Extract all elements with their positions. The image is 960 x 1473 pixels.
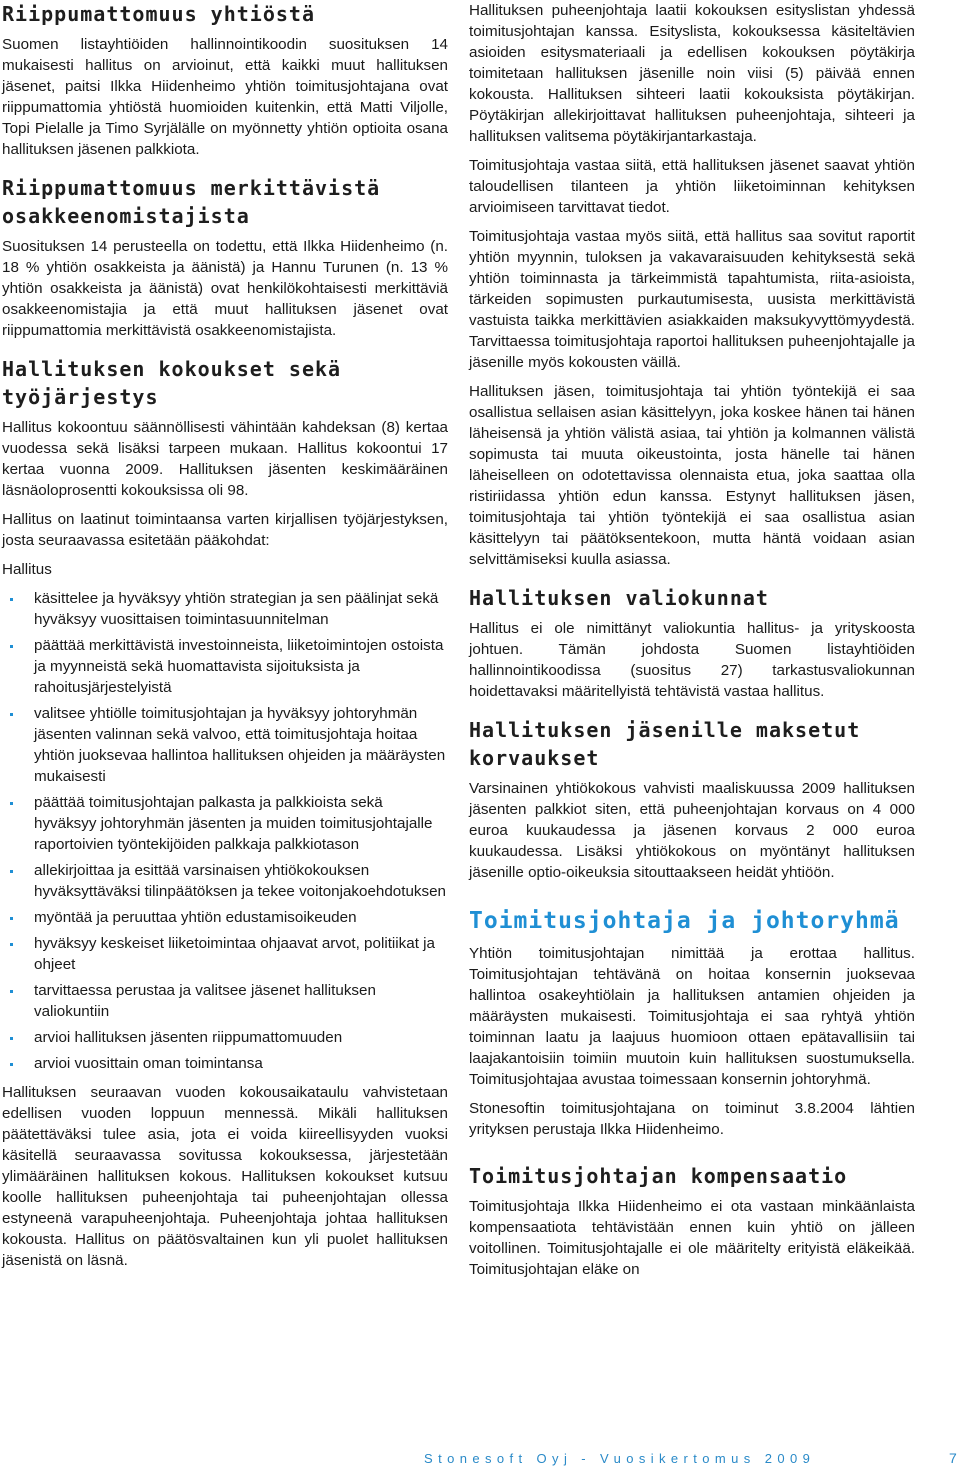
paragraph-meetings-frequency: Hallitus kokoontuu säännöllisesti vähintään kahdeksan (8) kertaa vuodessa sekä lisäksi tarpeen mukaan. Hallitus kokoontui 17 kertaa vuonna 2009. Hallituksen jäsenten keskimääräinen läsnäoloprosentti kokouksissa oli 98.	[2, 419, 448, 499]
heading-board-meetings: Hallituksen kokoukset sekä työjärjestys	[2, 357, 342, 409]
right-column	[469, 0, 915, 1288]
bullet-square-icon	[10, 802, 13, 805]
bullet-square-icon	[10, 870, 13, 873]
paragraph-board-label: Hallitus	[2, 561, 52, 578]
list-item: valitsee yhtiölle toimitusjohtajan ja hyväksyy johtoryhmän jäsenten valinnan sekä valvoo, että toimitusjohtaja hoitaa yhtiön juoksevaa hallintoa hallituksen ohjeiden ja määräysten mukaisesti	[2, 703, 448, 787]
heading-ceo-management: Toimitusjohtaja ja johtoryhmä	[469, 908, 900, 934]
paragraph-ceo-reporting: Toimitusjohtaja vastaa myös siitä, että hallitus saa sovitut raportit yhtiön myynnin, tuloksen ja vakavaraisuuden kehityksestä sekä yhtiön toiminnasta ja tärkeimmistä tapahtumista, riita-asioista, tärkeiden sopimusten purkautumisesta, uusista merkittävistä vastuista taikka merkittävien asiakkaiden maksukyvyttömyydestä. Tarvittaessa toimitusjohtaja raportoi hallituksen puheenjohtajalle ja jäsenille myös kokousten väillä.	[469, 228, 915, 371]
footer-publication-title: Stonesoft Oyj - Vuosikertomus 2009	[424, 1451, 816, 1466]
bullet-square-icon	[10, 645, 13, 648]
list-item: käsittelee ja hyväksyy yhtiön strategian ja sen päälinjat sekä hyväksyy vuosittaisen toimintasuunnitelman	[2, 588, 448, 630]
heading-independence-shareholders: Riippumattomuus merkittävistä osakkeenomistajista	[2, 176, 381, 228]
bullet-square-icon	[10, 943, 13, 946]
bullet-square-icon	[10, 1063, 13, 1066]
left-column	[2, 0, 448, 1279]
list-item: päättää merkittävistä investoinneista, liiketoimintojen ostoista ja myynneistä sekä huomattavista sijoituksista ja rahoitusjärjestelyistä	[2, 635, 448, 698]
list-item: allekirjoittaa ja esittää varsinaisen yhtiökokouksen hyväksyttäväksi tilinpäätöksen ja tekee voitonjakoehdotuksen	[2, 860, 448, 902]
paragraph-independence-shareholders: Suosituksen 14 perusteella on todettu, että Ilkka Hiidenheimo (n. 18 % yhtiön osakkeista ja äänistä) ja Hannu Turunen (n. 13 % yhtiön osakkeista ja äänistä) ovat henkilökohtaisesti merkittäviä osakkeenomistajia ja että muut hallituksen jäsenet ovat riippumattomia merkittävistä osakkeenomistajista.	[2, 238, 448, 339]
list-item: hyväksyy keskeiset liiketoimintaa ohjaavat arvot, politiikat ja ohjeet	[2, 933, 448, 975]
paragraph-ceo-since: Stonesoftin toimitusjohtajana on toiminut 3.8.2004 lähtien yrityksen perustaja Ilkka Hiidenheimo.	[469, 1100, 915, 1138]
list-item: myöntää ja peruuttaa yhtiön edustamisoikeuden	[2, 907, 448, 928]
bullet-square-icon	[10, 713, 13, 716]
board-duties-list	[2, 588, 448, 1074]
heading-board-fees: Hallituksen jäsenille maksetut korvaukset	[469, 718, 861, 770]
list-item: arvioi hallituksen jäsenten riippumattomuuden	[2, 1027, 448, 1048]
list-item: tarvittaessa perustaa ja valitsee jäsenet hallituksen valiokuntiin	[2, 980, 448, 1022]
heading-board-committees: Hallituksen valiokunnat	[469, 586, 769, 610]
paragraph-agenda: Hallituksen puheenjohtaja laatii kokouksen esityslistan yhdessä toimitusjohtajan kanssa. Esityslista, kokouksessa käsiteltävien asioiden esitysmateriaali ja edellisen kokouksen pöytäkirja toimitetaan hallituksen jäsenille noin viisi (5) päivää ennen kokousta. Hallituksen sihteeri laatii kokouksista pöytäkirjan. Pöytäkirjan allekirjoittavat hallituksen puheenjohtaja, sihteeri ja hallituksen valitsema pöytäkirjantarkastaja.	[469, 2, 915, 145]
page-number: 7	[949, 1450, 957, 1466]
list-item: arvioi vuosittain oman toimintansa	[2, 1053, 448, 1074]
bullet-square-icon	[10, 990, 13, 993]
heading-ceo-compensation: Toimitusjohtajan kompensaatio	[469, 1164, 848, 1188]
bullet-square-icon	[10, 917, 13, 920]
bullet-square-icon	[10, 1037, 13, 1040]
paragraph-ceo-compensation: Toimitusjohtaja Ilkka Hiidenheimo ei ota vastaan minkäänlaista kompensaatiota tehtävistään ennen kuin yhtiö on jälleen voitollinen. Toimitusjohtajalle ei ole määritelty erityistä eläkeikää. Toimitusjohtajan eläke on	[469, 1198, 915, 1278]
bullet-square-icon	[10, 598, 13, 601]
list-item: päättää toimitusjohtajan palkasta ja palkkioista sekä hyväksyy johtoryhmän jäsenten ja muiden toimitusjohtajalle raportoivien työntekijöiden palkkaja palkkiotason	[2, 792, 448, 855]
paragraph-board-committees: Hallitus ei ole nimittänyt valiokuntia hallitus- ja yrityskoosta johtuen. Tämän johdosta Suomen listayhtiöiden hallinnointikoodissa (suositus 27) tarkastusvaliokunnan hoidettavaksi määritellyistä tehtävistä vastaa hallitus.	[469, 620, 915, 700]
paragraph-board-fees: Varsinainen yhtiökokous vahvisti maaliskuussa 2009 hallituksen jäsenten palkkiot siten, että puheenjohtajan korvaus on 4 000 euroa kuukaudessa ja jäsenen korvaus 2 000 euroa kuukaudessa. Lisäksi yhtiökokous on myöntänyt hallituksen jäsenille optio-oikeuksia sitouttaakseen heidät yhtiöön.	[469, 780, 915, 881]
heading-independence-company: Riippumattomuus yhtiöstä	[2, 2, 315, 26]
paragraph-ceo-duties: Yhtiön toimitusjohtajan nimittää ja erottaa hallitus. Toimitusjohtajan tehtävänä on hoitaa konsernin juoksevaa hallintoa osakeyhtiölain ja hallituksen antamien ohjeiden ja määräysten mukaisesti. Toimitusjohtaja ei saa ryhtyä yhtiön toiminnan laatu ja laajuus huomioon ottaen epätavallisiin tai laajakantoisiin toimiin muutoin kuin hallituksen suostumuksella. Toimitusjohtajaa avustaa toimessaan konsernin johtoryhmä.	[469, 945, 915, 1088]
paragraph-rules-of-procedure: Hallitus on laatinut toimintaansa varten kirjallisen työjärjestyksen, josta seuraavassa esitetään pääkohdat:	[2, 511, 448, 549]
paragraph-independence-company: Suomen listayhtiöiden hallinnointikoodin suosituksen 14 mukaisesti hallitus on arvioinut, että kaikki muut hallituksen jäsenet, paitsi Ilkka Hiidenheimo yhtiön toimitusjohtajana ovat riippumattomia yhtiöstä huomioiden kuitenkin, että Matti Viljolle, Topi Pielalle ja Timo Syrjälälle on myönnetty yhtiön optioita osana hallituksen jäsenen palkkiota.	[2, 36, 448, 158]
paragraph-ceo-information: Toimitusjohtaja vastaa siitä, että hallituksen jäsenet saavat yhtiön taloudellisen tilanteen ja yhtiön liiketoiminnan kehityksen arvioimiseen tarvittavat tiedot.	[469, 157, 915, 216]
paragraph-conflict-of-interest: Hallituksen jäsen, toimitusjohtaja tai yhtiön työntekijä ei saa osallistua sellaisen asian käsittelyyn, joka koskee hänen tai hänen läheisensä ja yhtiön välistä asiaa, tai yhtiön ja kolmannen välistä sopimusta tai muuta oikeustointa, josta hänelle tai hänen läheiselleen on odotettavissa olennaista etua, joka saattaa olla ristiriidassa yhtiön edun kanssa. Estynyt hallituksen jäsen, toimitusjohtaja tai yhtiön työntekijä ei saa osallistua asian käsittelyyn tai päätöksentekoon, mutta häntä voidaan asian selvittämiseksi kuulla asiassa.	[469, 383, 915, 568]
paragraph-meeting-schedule: Hallituksen seuraavan vuoden kokousaikataulu vahvistetaan edellisen vuoden loppuun mennessä. Mikäli hallituksen päätettäväksi tulee asia, jota ei voida kiireellisyyden vuoksi käsitellä seuraavassa sovitussa kokouksessa, järjestetään ylimääräinen hallituksen kokous. Hallituksen kokoukset kutsuu koolle hallituksen puheenjohtaja tai puheenjohtajan ollessa estyneenä varapuheenjohtaja. Puheenjohtaja johtaa hallituksen kokousta. Hallitus on päätösvaltainen kun yli puolet hallituksen jäsenistä on läsnä.	[2, 1084, 448, 1269]
